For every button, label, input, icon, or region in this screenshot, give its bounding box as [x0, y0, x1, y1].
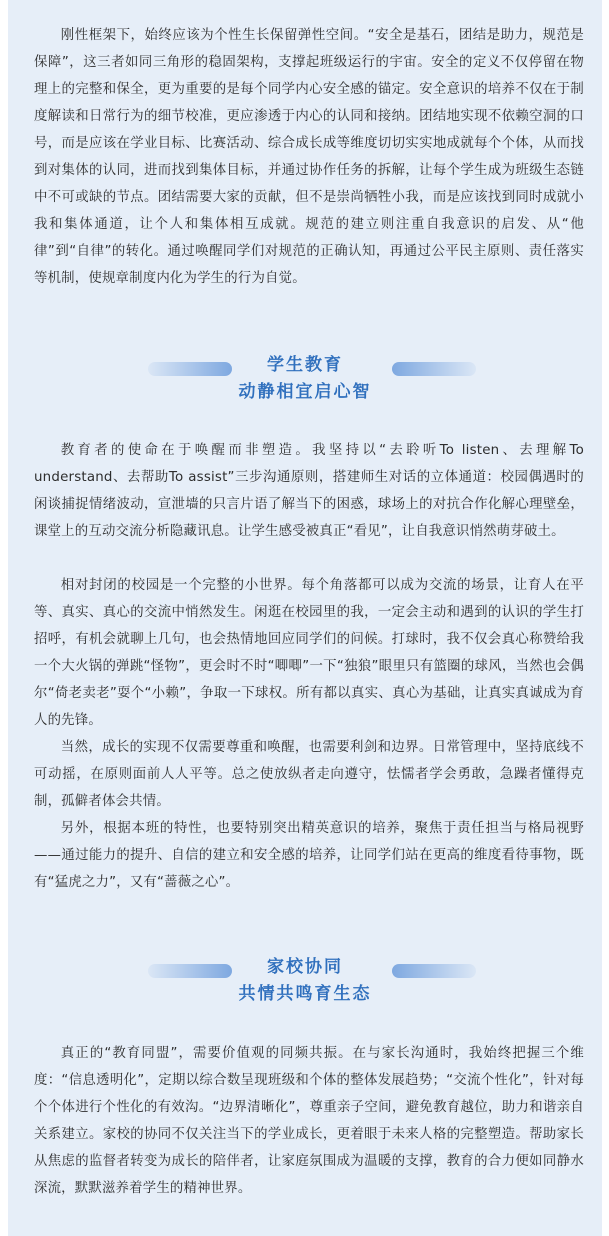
student-paragraph-3: 当然，成长的实现不仅需要尊重和唤醒，也需要利剑和边界。日常管理中，坚持底线不可动摇，在原则面前人人平等。总之使放纵者走向遵守，怯懦者学会勇敢，急躁者懂得克制，孤僻者体会共情。	[34, 740, 584, 809]
family-paragraph-1: 真正的“教育同盟”，需要价值观的同频共振。在与家长沟通时，我始终把握三个维度：“信息透明化”，定期以综合数呈现班级和个体的整体发展趋势；“交流个性化”，针对每个个体进行个性化的有效沟。“边界清晰化”，尊重亲子空间，避免教育越位，助力和谐亲自关系建立。家校的协同不仅关注当下的学业成长，更着眼于未来人格的完整塑造。帮助家长从焦虑的监督者转变为成长的陪伴者，让家庭氛围成为温暖的支撑，教育的合力便如同静水深流，默默滋养着学生的精神世界。	[34, 1046, 584, 1196]
student-paragraph-1: 教育者的使命在于唤醒而非塑造。我坚持以“去聆听To listen、去理解To understand、去帮助To assist”三步沟通原则，搭建师生对话的立体通道：校园偶遇时的闲谈捕捉情绪波动，宣泄墙的只言片语了解当下的困惑，球场上的对抗合作化解心理壁垒，课堂上的互动交流分析隐藏讯息。让学生感受被真正“看见”，让自我意识悄然萌芽破土。	[34, 443, 584, 539]
student-paragraph-4: 另外，根据本班的特性，也要特别突出精英意识的培养，聚焦于责任担当与格局视野——通过能力的提升、自信的建立和安全感的培养，让同学们站在更高的维度看待事物，既有“猛虎之力”，又有“蔷薇之心”。	[34, 821, 584, 890]
section-subtitle: 共情共鸣育生态	[238, 984, 372, 1004]
section-title: 家校协同	[267, 957, 343, 977]
section-heading-student-education	[8, 350, 602, 410]
section-subtitle: 动静相宜启心智	[238, 382, 372, 402]
student-paragraph-2: 相对封闭的校园是一个完整的小世界。每个角落都可以成为交流的场景，让育人在平等、真实、真心的交流中悄然发生。闲逛在校园里的我，一定会主动和遇到的认识的学生打招呼，有机会就聊上几句，也会热情地回应同学们的问候。打球时，我不仅会真心称赞给我一个大火锅的弹跳“怪物”，更会时不时“唧唧”一下“独狼”眼里只有篮圈的球风，当然也会偶尔“倚老卖老”耍个“小赖”，争取一下球权。所有都以真实、真心为基础，让真实真诚成为育人的先锋。	[34, 578, 584, 728]
intro-paragraph: 刚性框架下，始终应该为个性生长保留弹性空间。“安全是基石，团结是助力，规范是保障”，这三者如同三角形的稳固架构，支撑起班级运行的宇宙。安全的定义不仅停留在物理上的完整和保全，更为重要的是每个同学内心安全感的锚定。安全意识的培养不仅在于制度解读和日常行为的细节校准，更应渗透于内心的认同和接纳。团结地实现不依赖空洞的口号，而是应该在学业目标、比赛活动、综合成长成等维度切切实实地成就每个个体，从而找到对集体的认同，进而找到集体目标，并通过协作任务的拆解，让每个学生成为班级生态链中不可或缺的节点。团结需要大家的贡献，但不是崇尚牺牲小我，而是应该找到同时成就小我和集体通道，让个人和集体相互成就。规范的建立则注重自我意识的启发、从“他律”到“自律”的转化。通过唤醒同学们对规范的正确认知，再通过公平民主原则、责任落实等机制，使规章制度内化为学生的行为自觉。	[34, 28, 584, 286]
section-title: 学生教育	[267, 355, 343, 375]
section-heading-home-school	[8, 952, 602, 1012]
